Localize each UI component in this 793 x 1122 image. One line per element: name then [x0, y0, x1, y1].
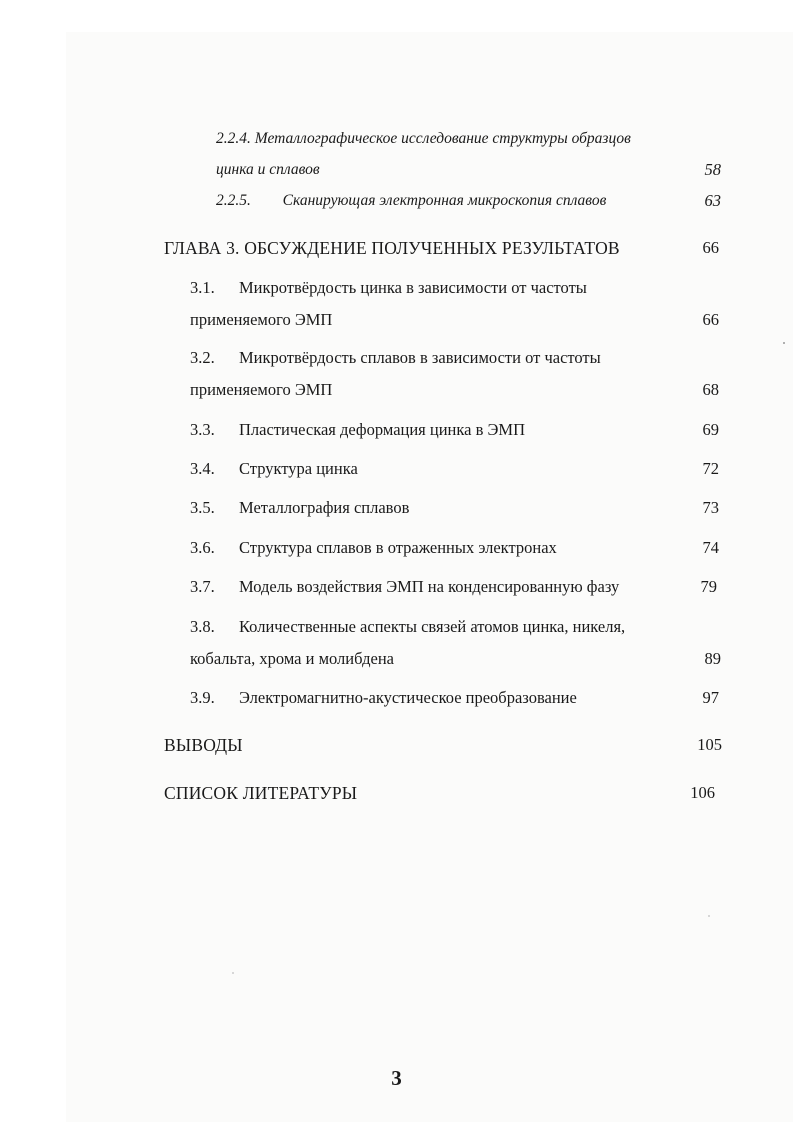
toc-title: Металлография сплавов — [239, 498, 410, 517]
toc-title: Модель воздействия ЭМП на конденсированную фазу — [239, 577, 620, 596]
toc-num: 2.2.5. — [216, 192, 251, 209]
toc-entry-2-2-4[interactable] — [216, 129, 631, 149]
toc-references[interactable]: СПИСОК ЛИТЕРАТУРЫ — [164, 783, 358, 803]
scan-speck — [783, 342, 785, 344]
toc-page-3-6: 74 — [702, 538, 719, 557]
toc-entry-3-1[interactable] — [190, 278, 587, 298]
toc-num: 3.7. — [190, 577, 215, 596]
toc-num: 3.5. — [190, 498, 215, 517]
toc-num: 3.6. — [190, 538, 215, 557]
toc-entry-3-2-cont: применяемого ЭМП — [190, 380, 333, 399]
toc-entry-3-3[interactable] — [190, 420, 525, 440]
toc-num: 3.1. — [190, 278, 215, 297]
toc-title: Металлографическое исследование структуры образцов — [254, 130, 631, 147]
toc-entry-3-8-cont: кобальта, хрома и молибдена — [190, 649, 394, 668]
toc-entry-3-5[interactable] — [190, 498, 409, 518]
toc-title: Микротвёрдость цинка в зависимости от частоты — [239, 278, 587, 297]
toc-title: Количественные аспекты связей атомов цинка, никеля, — [239, 617, 626, 636]
toc-entry-3-2[interactable] — [190, 348, 601, 368]
page-number: 3 — [391, 1066, 402, 1090]
toc-page-chapter-3: 66 — [702, 238, 719, 257]
toc-title: Пластическая деформация цинка в ЭМП — [239, 420, 525, 439]
toc-conclusions[interactable]: ВЫВОДЫ — [164, 735, 243, 755]
toc-page-3-9: 97 — [702, 688, 719, 707]
toc-page-3-8: 89 — [704, 649, 721, 668]
scan-speck — [232, 972, 234, 974]
toc-chapter-3[interactable]: ГЛАВА 3. ОБСУЖДЕНИЕ ПОЛУЧЕННЫХ РЕЗУЛЬТАТОВ — [164, 238, 620, 258]
scan-speck — [708, 915, 710, 917]
toc-page-conclusions: 105 — [697, 735, 722, 754]
toc-page-2-2-4: 58 — [704, 160, 721, 179]
toc-num: 3.8. — [190, 617, 215, 636]
toc-entry-3-1-cont: применяемого ЭМП — [190, 310, 333, 329]
toc-num: 3.4. — [190, 459, 215, 478]
toc-num: 3.2. — [190, 348, 215, 367]
toc-num: 3.9. — [190, 688, 215, 707]
toc-title: Сканирующая электронная микроскопия сплавов — [282, 192, 607, 209]
toc-title: Электромагнитно-акустическое преобразование — [239, 688, 577, 707]
toc-page-3-2: 68 — [702, 380, 719, 399]
toc-title: Микротвёрдость сплавов в зависимости от частоты — [239, 348, 601, 367]
toc-title: Структура цинка — [239, 459, 358, 478]
toc-page-3-7: 79 — [700, 577, 717, 596]
toc-entry-2-2-5[interactable] — [216, 191, 606, 211]
toc-page-3-5: 73 — [702, 498, 719, 517]
toc-entry-3-7[interactable] — [190, 577, 619, 597]
toc-num: 3.3. — [190, 420, 215, 439]
toc-page-3-4: 72 — [702, 459, 719, 478]
toc-entry-3-6[interactable] — [190, 538, 557, 558]
toc-page-3-1: 66 — [702, 310, 719, 329]
toc-num: 2.2.4. — [216, 130, 251, 147]
toc-entry-3-9[interactable] — [190, 688, 577, 708]
toc-page-3-3: 69 — [702, 420, 719, 439]
toc-page-2-2-5: 63 — [704, 191, 721, 210]
toc-title: Структура сплавов в отраженных электронах — [239, 538, 557, 557]
toc-entry-2-2-4-cont: цинка и сплавов — [216, 161, 320, 178]
toc-entry-3-4[interactable] — [190, 459, 358, 479]
toc-entry-3-8[interactable] — [190, 617, 625, 637]
toc-page-references: 106 — [690, 783, 715, 802]
